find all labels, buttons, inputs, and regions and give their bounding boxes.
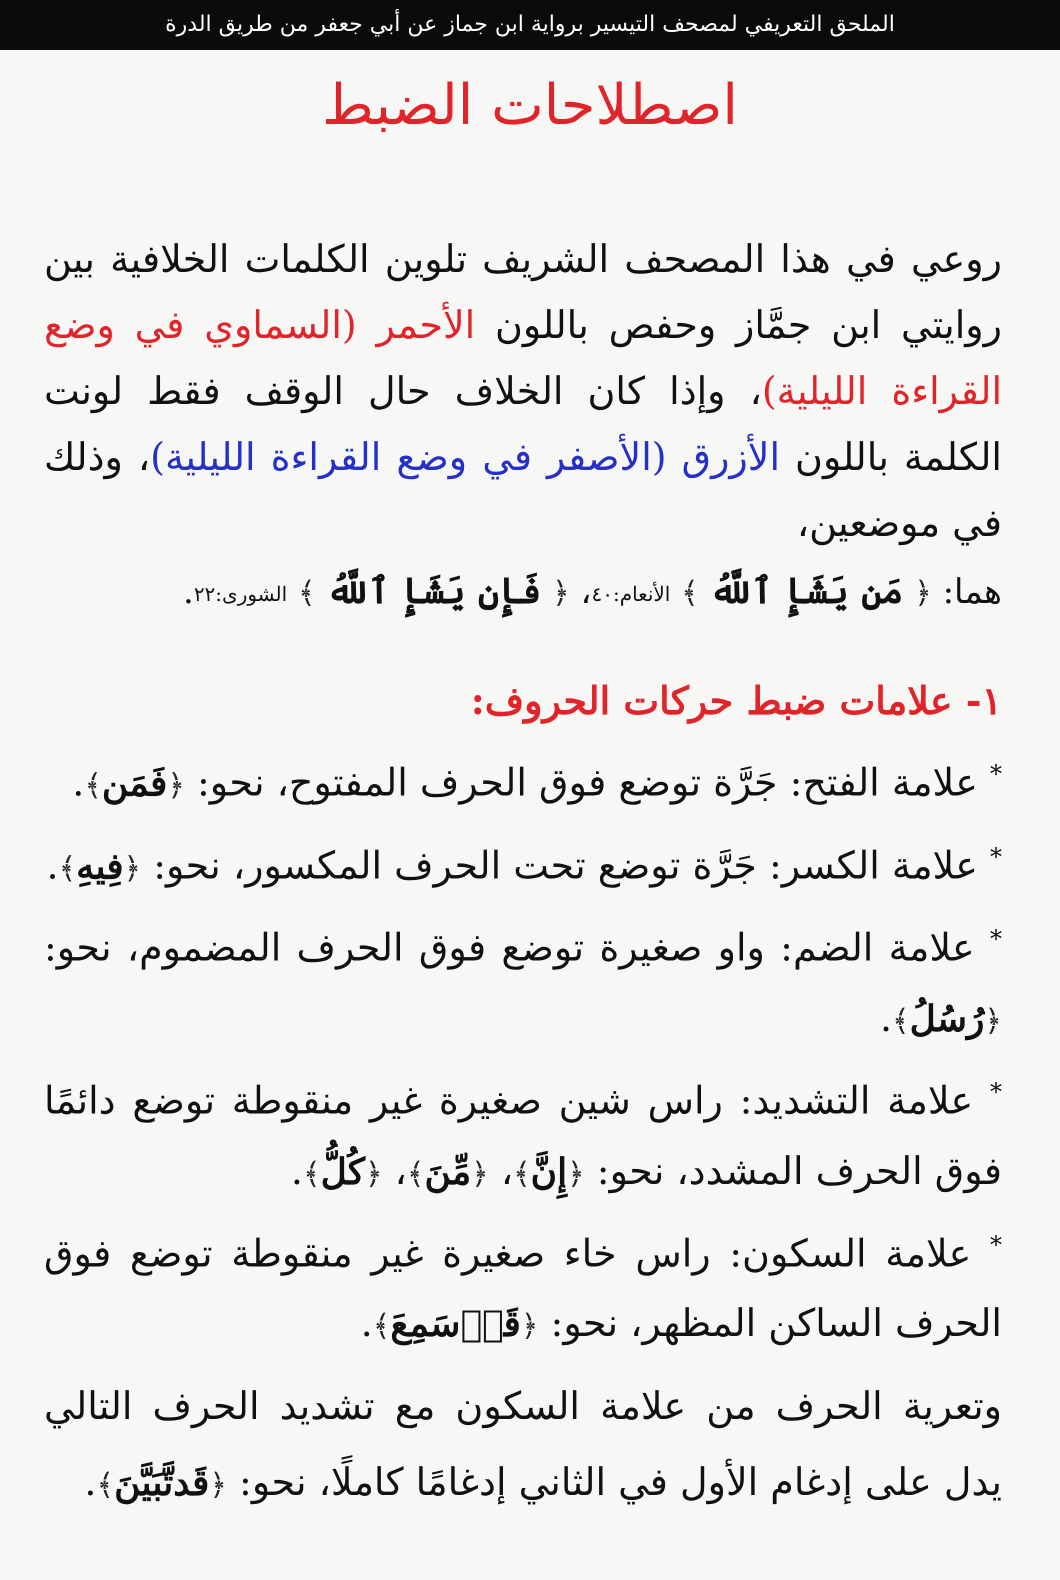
quran-word: فَمَن bbox=[101, 762, 168, 805]
bullet-star: * bbox=[990, 1230, 1002, 1259]
quran-word: فِيهِ bbox=[76, 845, 124, 888]
verse-reference-2: الشورى:٢٢ bbox=[193, 582, 288, 606]
item-end: . bbox=[360, 1301, 373, 1346]
item-end: . bbox=[879, 995, 893, 1040]
examples-prefix: هما: bbox=[931, 572, 1002, 612]
item-end: . bbox=[72, 760, 85, 805]
quran-bracket-open: ﴿ bbox=[123, 851, 142, 887]
page-body bbox=[0, 226, 1060, 1524]
intro-text-3: ، وذلك في موضعين، bbox=[44, 435, 1002, 545]
quran-bracket-close: ﴾ bbox=[58, 851, 77, 887]
bullet-star: * bbox=[990, 1077, 1002, 1106]
item-text: علامة التشديد: راس شين صغيرة غير منقوطة توضع دائمًا فوق الحرف المشدد، نحو: bbox=[44, 1078, 1002, 1193]
quran-word-example-1: مَن يَشَإِ ٱللَّهُ bbox=[709, 570, 904, 612]
bullet-star: * bbox=[990, 842, 1002, 871]
quran-word-example-2: فَإِن يَشَإِ ٱللَّهُ bbox=[326, 570, 542, 612]
list-item bbox=[44, 739, 1002, 822]
separator: ، bbox=[569, 572, 592, 612]
quran-bracket-close: ﴾ bbox=[406, 1156, 425, 1192]
list-item bbox=[44, 904, 1002, 1057]
quran-bracket-close: ﴾ bbox=[892, 1003, 910, 1039]
item-end: . bbox=[290, 1148, 303, 1193]
item-text: علامة السكون: راس خاء صغيرة غير منقوطة توضع فوق الحرف الساكن المظهر، نحو: bbox=[44, 1231, 1002, 1346]
section-heading: ١- علامات ضبط حركات الحروف: bbox=[470, 678, 1002, 723]
intro-text-2: ، وإذا كان الخلاف حال الوقف فقط لونت الكلمة باللون bbox=[44, 369, 1002, 479]
quran-bracket-open: ﴿ bbox=[567, 1156, 585, 1192]
intro-paragraph bbox=[44, 226, 1002, 556]
quran-word: كُلُّ bbox=[320, 1150, 365, 1193]
intro-text-1: روعي في هذا المصحف الشريف تلوين الكلمات الخلافية بين روايتي ابن جمَّاز وحفص باللون bbox=[44, 237, 1002, 347]
item-end: . bbox=[46, 843, 59, 888]
quran-bracket-close: ﴾ bbox=[513, 1156, 531, 1192]
running-header: الملحق التعريفي لمصحف التيسير برواية ابن جماز عن أبي جعفر من طريق الدرة bbox=[0, 0, 1060, 50]
page-title: اصطلاحات الضبط bbox=[322, 73, 738, 138]
quran-bracket-open: ﴿ bbox=[984, 1003, 1002, 1039]
quran-bracket-open: ﴿ bbox=[552, 576, 570, 611]
quran-bracket-close: ﴾ bbox=[681, 576, 699, 611]
item-text: علامة الضم: واو صغيرة توضع فوق الحرف المضموم، نحو: bbox=[44, 925, 975, 970]
quran-bracket-open: ﴿ bbox=[520, 1309, 539, 1345]
examples-end: . bbox=[183, 572, 194, 612]
closing-text: وتعرية الحرف من علامة السكون مع تشديد الحرف التالي يدل على إدغام الأول في الثاني إدغامًا كاملًا، نحو: bbox=[44, 1384, 1002, 1505]
list-item bbox=[44, 1210, 1002, 1363]
item-text: علامة الفتح: جَرَّة توضع فوق الحرف المفتوح، نحو: bbox=[184, 760, 978, 805]
quran-bracket-close: ﴾ bbox=[303, 1156, 321, 1192]
closing-end: . bbox=[84, 1460, 97, 1505]
quran-word: إِنَّ bbox=[530, 1150, 568, 1193]
quran-bracket-close: ﴾ bbox=[84, 768, 102, 804]
quran-word: قَدتَّبَيَّنَ bbox=[114, 1462, 210, 1505]
quran-bracket-open: ﴿ bbox=[471, 1156, 489, 1192]
quran-bracket-open: ﴿ bbox=[167, 768, 185, 804]
closing-paragraph bbox=[44, 1368, 1002, 1524]
verse-reference-1: الأنعام:٤٠ bbox=[591, 582, 671, 606]
item-text: علامة الكسر: جَرَّة توضع تحت الحرف المكسور، نحو: bbox=[141, 843, 978, 888]
list-item bbox=[44, 822, 1002, 905]
quran-word: قَدۡسَمِعَ bbox=[390, 1303, 521, 1346]
quran-bracket-close: ﴾ bbox=[96, 1468, 115, 1504]
list-item: * علامة التشديد: راس شين صغيرة غير منقوطة توضع دائمًا فوق الحرف المشدد، نحو: ﴿إِنَّ﴾، ﴿مِّنَ﴾، ﴿كُلُّ﴾. bbox=[44, 1077, 1002, 1193]
bullet-star: * bbox=[990, 760, 1002, 788]
examples-line bbox=[44, 558, 1002, 627]
quran-bracket-close: ﴾ bbox=[297, 576, 316, 611]
quran-bracket-close: ﴾ bbox=[372, 1309, 391, 1345]
quran-bracket-open: ﴿ bbox=[209, 1468, 227, 1504]
quran-word: مِّنَ bbox=[424, 1150, 472, 1193]
quran-word: رُسُلُ bbox=[909, 997, 985, 1040]
bullet-star: * bbox=[989, 925, 1002, 954]
quran-bracket-open: ﴿ bbox=[914, 576, 932, 611]
quran-bracket-open: ﴿ bbox=[364, 1156, 383, 1192]
night-mode-note-red: (السماوي في وضع القراءة الليلية) bbox=[44, 303, 1003, 413]
red-color-word: الأحمر bbox=[376, 303, 476, 347]
blue-color-word: الأزرق (الأصفر في وضع القراءة الليلية) bbox=[150, 435, 781, 479]
